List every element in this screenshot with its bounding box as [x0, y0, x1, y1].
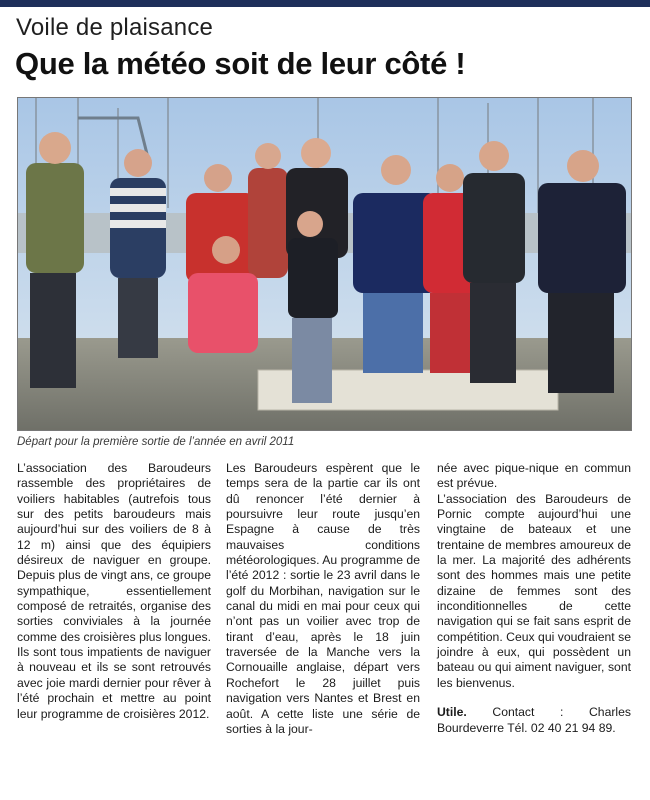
- article-paragraph: L’association des Baroudeurs de Pornic compte aujourd’hui une vingtaine de bateaux et une trentaine de membres amoureux de la mer. La majorité des adhérents sont des hommes mais une petite dizaine de femmes sont des inconditionnelles de cette navigation qui se fait sans esprit de compétition. Ceux qui voudraient se joindre à eux, qui possèdent un bateau ou qui aiment naviguer, sont les bienvenus.: [437, 491, 631, 690]
- contact-info: [437, 705, 631, 736]
- article-column-2: [226, 461, 420, 737]
- article-paragraph: L’association des Baroudeurs rassemble des propriétaires de voiliers habitables (autrefois tous sur des petits baroudeurs mais aujourd’hui sur des voiliers de 8 à 12 m) ainsi que des équipiers désireux de naviguer en groupe. Depuis plus de vingt ans, ce groupe sympathique, essentiellement composé de retraités, organise des sorties conviviales à la journée comme des croisières plus longues. Ils sont tous impatients de naviguer à nouveau et ils se sont retrouvés avec joie mardi dernier pour rêver à l’été prochain et mettre au point leur programme de croisières 2012.: [17, 461, 211, 721]
- top-rule: [0, 0, 650, 7]
- section-kicker: Voile de plaisance: [16, 14, 214, 41]
- article-paragraph: Les Baroudeurs espèrent que le temps sera de la partie car ils ont dû renoncer l’été dernier à poursuivre leur route jusqu’en Espagne à cause de très mauvaises conditions météorologiques. Au programme de l’été 2012 : sortie le 23 avril dans le golf du Morbihan, navigation sur le canal du midi en mai pour ceux qui n’ont pas un voilier avec trop de tirant d’eau, après le 18 juin traversée de la Manche vers la Cornouaille anglaise, départ vers Rochefort le 28 juillet puis navigation vers Nantes et Brest en août. A cette liste une série de sorties à la jour-: [226, 461, 420, 736]
- contact-label: Utile.: [437, 705, 467, 720]
- article-paragraph: née avec pique-nique en commun est prévue.: [437, 461, 631, 491]
- article-column-3: [437, 461, 631, 736]
- photo-caption: Départ pour la première sortie de l’année en avril 2011: [17, 436, 295, 448]
- group-photo: [17, 97, 632, 431]
- contact-text: Contact : Charles Bourdeverre Tél. 02 40 21 94 89.: [437, 705, 631, 735]
- headline: Que la météo soit de leur côté !: [15, 46, 466, 81]
- article-column-1: [17, 461, 211, 722]
- article-body: [17, 461, 629, 791]
